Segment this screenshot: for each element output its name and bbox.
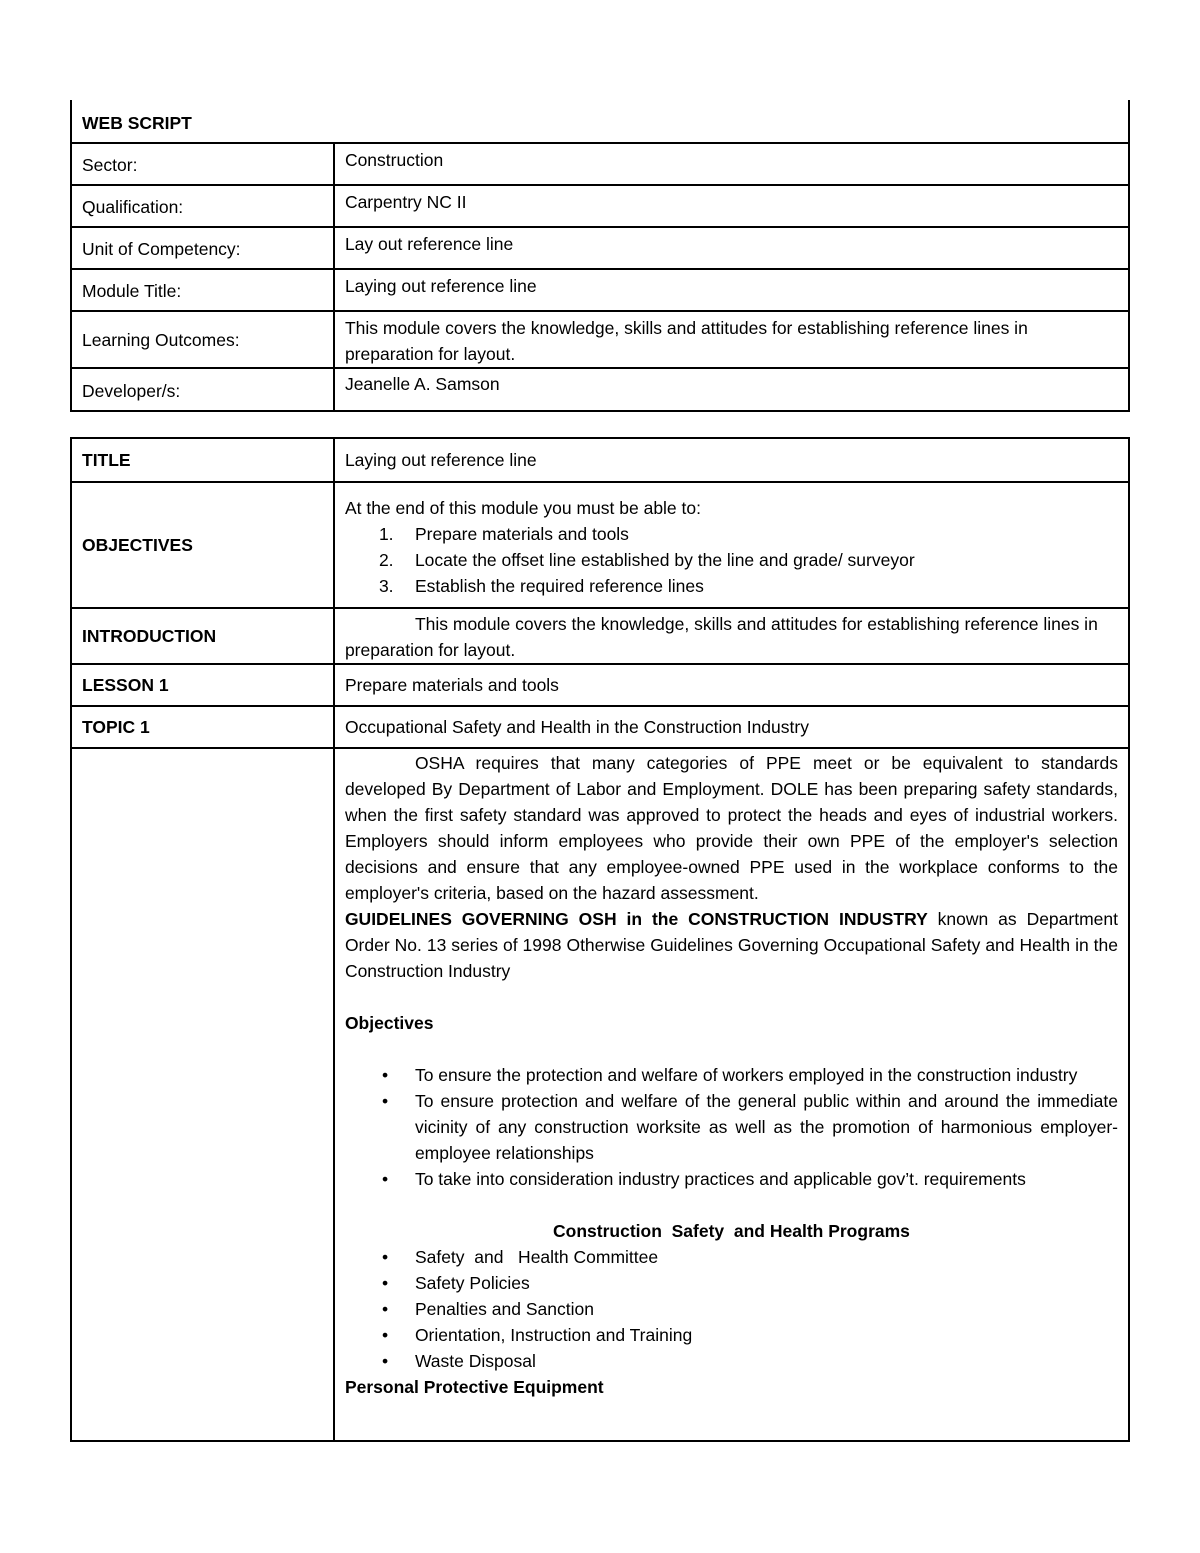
programs-heading: Construction Safety and Health Programs	[553, 1221, 910, 1241]
objectives-row	[71, 482, 1129, 608]
guidelines-heading: GUIDELINES GOVERNING OSH in the CONSTRUCTION INDUSTRY	[344, 909, 928, 929]
bullet-icon: •	[381, 1273, 389, 1293]
qualification-row	[71, 185, 1129, 227]
sector-label: Sector:	[71, 143, 334, 185]
topic-body-row	[71, 748, 1129, 1441]
title-value: Laying out reference line	[334, 438, 1129, 482]
objective-number: 3.	[378, 576, 394, 596]
list-item	[345, 1270, 1118, 1296]
topic-value: Occupational Safety and Health in the Construction Industry	[334, 706, 1129, 748]
list-item	[345, 1296, 1118, 1322]
objective-number: 1.	[378, 524, 394, 544]
list-item	[345, 1322, 1118, 1348]
lesson-value: Prepare materials and tools	[334, 664, 1129, 706]
introduction-value	[334, 608, 1129, 664]
unit-of-competency-value: Lay out reference line	[334, 227, 1129, 269]
bullet-icon: •	[381, 1299, 389, 1319]
topic-row	[71, 706, 1129, 748]
developer-value: Jeanelle A. Samson	[334, 368, 1129, 411]
title-label: TITLE	[71, 438, 334, 482]
objectives-cell	[334, 482, 1129, 608]
unit-of-competency-row	[71, 227, 1129, 269]
list-item-text: Penalties and Sanction	[414, 1299, 594, 1319]
list-item-text: Orientation, Instruction and Training	[414, 1325, 693, 1345]
topic-label: TOPIC 1	[71, 706, 334, 748]
list-item-text: To take into consideration industry practices and applicable gov’t. requirements	[414, 1169, 1026, 1189]
bullet-icon: •	[381, 1325, 389, 1345]
bullet-icon: •	[381, 1091, 389, 1111]
list-item	[345, 1348, 1118, 1374]
introduction-text: This module covers the knowledge, skills and attitudes for establishing reference lines in preparation for layout.	[344, 614, 1098, 660]
list-item-text: To ensure protection and welfare of the general public within and around the immediate vicinity of any construction worksite as well as the promotion of harmonious employer- employee relationships	[414, 1091, 1118, 1163]
web-script-title: WEB SCRIPT	[71, 100, 1129, 143]
spacer	[345, 1192, 1118, 1218]
list-item-text: To ensure the protection and welfare of workers employed in the construction industry	[414, 1065, 1078, 1085]
sector-value: Construction	[334, 143, 1129, 185]
list-item-text: Safety Policies	[414, 1273, 530, 1293]
list-item	[345, 1244, 1118, 1270]
objective-item	[345, 521, 1118, 547]
objectives-heading: Objectives	[344, 1013, 434, 1033]
list-item	[345, 1166, 1118, 1192]
bullet-icon: •	[381, 1065, 389, 1085]
introduction-label: INTRODUCTION	[71, 608, 334, 664]
spacer	[345, 984, 1118, 1010]
learning-outcomes-row	[71, 311, 1129, 368]
lesson-label: LESSON 1	[71, 664, 334, 706]
bullet-icon: •	[381, 1351, 389, 1371]
introduction-row	[71, 608, 1129, 664]
objective-number: 2.	[378, 550, 394, 570]
learning-outcomes-label: Learning Outcomes:	[71, 311, 334, 368]
list-item	[345, 1088, 1118, 1166]
module-title-value: Laying out reference line	[334, 269, 1129, 311]
list-item-text: Waste Disposal	[414, 1351, 536, 1371]
osh-objectives-list	[345, 1062, 1118, 1192]
ppe-heading: Personal Protective Equipment	[344, 1377, 604, 1397]
module-title-row	[71, 269, 1129, 311]
qualification-label: Qualification:	[71, 185, 334, 227]
guidelines-text: known as Department Order No. 13 series of 1998 Otherwise Guidelines Governing Occupational Safety and Health in the Construction Industry	[344, 909, 1118, 981]
osha-paragraph: OSHA requires that many categories of PPE meet or be equivalent to standards developed By Department of Labor and Employment. DOLE has been preparing safety standards, when the first safety standard was approved to protect the heads and eyes of industrial workers. Employers should inform employees who provide their own PPE of the employer's selection decisions and ensure that any employee-owned PPE used in the workplace conforms to the employer's criteria, based on the hazard assessment.	[344, 753, 1118, 903]
objective-text: Establish the required reference lines	[414, 576, 704, 596]
module-content-table	[70, 437, 1130, 1442]
list-item	[345, 1062, 1118, 1088]
web-script-table	[70, 100, 1130, 412]
objectives-intro: At the end of this module you must be able to:	[344, 498, 701, 518]
objective-text: Prepare materials and tools	[414, 524, 629, 544]
objectives-list	[345, 521, 1118, 599]
qualification-value: Carpentry NC II	[334, 185, 1129, 227]
spacer	[345, 1036, 1118, 1062]
title-row	[71, 438, 1129, 482]
bullet-icon: •	[381, 1247, 389, 1267]
bullet-icon: •	[381, 1169, 389, 1189]
lesson-row	[71, 664, 1129, 706]
objective-item	[345, 547, 1118, 573]
developer-row	[71, 368, 1129, 411]
objectives-label: OBJECTIVES	[71, 482, 334, 608]
objective-text: Locate the offset line established by the line and grade/ surveyor	[414, 550, 915, 570]
module-title-label: Module Title:	[71, 269, 334, 311]
learning-outcomes-value: This module covers the knowledge, skills and attitudes for establishing reference lines in preparation for layout.	[334, 311, 1129, 368]
programs-list	[345, 1244, 1118, 1374]
developer-label: Developer/s:	[71, 368, 334, 411]
topic-body-empty-cell	[71, 748, 334, 1441]
unit-of-competency-label: Unit of Competency:	[71, 227, 334, 269]
list-item-text: Safety and Health Committee	[414, 1247, 659, 1267]
guidelines-paragraph	[345, 906, 1118, 984]
objective-item	[345, 573, 1118, 599]
sector-row	[71, 143, 1129, 185]
topic-body-cell	[334, 748, 1129, 1441]
web-script-title-row	[71, 100, 1129, 143]
